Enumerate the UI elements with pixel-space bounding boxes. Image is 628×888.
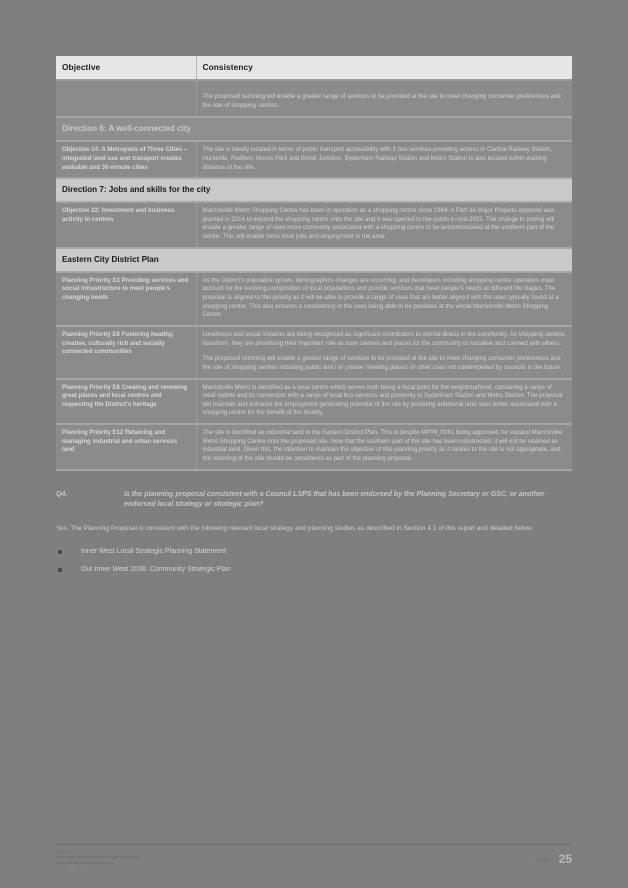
table-row bbox=[56, 272, 572, 326]
square-bullet-icon bbox=[58, 568, 62, 572]
table-row bbox=[56, 379, 572, 425]
paragraph: The proposed rezoning will enable a greater range of services to be provided at the site to meet changing consumer preferences and the role of shopping centres including public and / or private 'meeting places' or other uses not contemplated by councils in the future. bbox=[202, 355, 562, 371]
table-row bbox=[56, 141, 572, 178]
cell-consistency bbox=[196, 141, 572, 178]
table-row bbox=[56, 424, 572, 470]
question-block bbox=[56, 490, 572, 511]
cell-objective: Objective 22: Investment and business activity in centres bbox=[56, 202, 196, 248]
column-header-objective: Objective bbox=[56, 56, 196, 80]
list-item bbox=[56, 547, 572, 557]
square-bullet-icon bbox=[58, 550, 62, 554]
table-body bbox=[56, 56, 572, 470]
cell-objective: Objective 14: A Metropolis of Three Cities – integrated land use and transport creates walkable and 30-minute cities bbox=[56, 141, 196, 178]
paragraph: As the District's population grows, demographics changes are occurring, and developers including shopping centre operators must account for the evolving composition of local populations and provide services that meet people's needs at different life stages. The proposal is aligned to this priority as it will be able to provide a range of uses that are better aligned with the uses typically found at a shopping centre. This also ensures a consistency in the uses being able to be provided at the whole Marrickville Metro Shopping Centre. bbox=[202, 276, 559, 319]
footer-path-line-1: 21232 bbox=[56, 849, 66, 854]
cell-objective: Planning Priority E6 Fostering healthy, creative, culturally rich and socially connected communities bbox=[56, 326, 196, 379]
section-band-direction-7 bbox=[56, 178, 572, 202]
answer-text: Yes. The Planning Proposal is consistent with the following relevant local strategy and planning studies as described in Section 4.1 of this report and detailed below: bbox=[56, 524, 534, 532]
cell-consistency bbox=[196, 326, 572, 379]
brand-logo: mecone bbox=[534, 856, 552, 862]
consistency-table bbox=[56, 56, 572, 471]
cell-consistency: The proposed rezoning will enable a greater range of services to be provided at the site to meet changing consumer preferences and the role of shopping centres. bbox=[196, 80, 572, 117]
page-footer bbox=[56, 844, 572, 866]
paragraph: The site is ideally located in terms of public transport accessibility with 3 bus services providing access to Central Railway Station, Hurstville, Redfern, Moore Park and Bondi Junction. Sydenham Railway Station and Metro Station is also located within walking distance of the site. bbox=[202, 146, 553, 171]
footer-path-line-3: 2021_planning proposal report.docx bbox=[56, 860, 114, 865]
footer-right-group bbox=[534, 852, 572, 866]
cell-consistency bbox=[196, 202, 572, 248]
list-item bbox=[56, 565, 572, 575]
table-header-row bbox=[56, 56, 572, 80]
cell-objective bbox=[56, 80, 196, 117]
footer-file-path bbox=[56, 850, 140, 866]
section-band-label: Direction 7: Jobs and skills for the city bbox=[56, 178, 572, 202]
section-band-eastern-city-district-plan bbox=[56, 248, 572, 272]
section-band-label: Direction 6: A well-connected city bbox=[56, 117, 572, 141]
table-row bbox=[56, 80, 572, 117]
cell-objective: Planning Priority E6 Creating and renewing great places and local centres and respecting the District's heritage bbox=[56, 379, 196, 425]
cell-objective: Planning Priority E3 Providing services and social infrastructure to meet people's changing needs bbox=[56, 272, 196, 326]
column-header-consistency: Consistency bbox=[196, 56, 572, 80]
table-row bbox=[56, 202, 572, 248]
paragraph: Marrickville Metro is identified as a local centre which serves both being a focal point for the neighbourhood, containing a range of retail outlets and its connection with a range of local bus services and proximity to Sydenham Station and Metro Station. The proposal will maintain and enhance the employment generating potential of the site by providing additional land uses better associated with a shopping centre for the benefit of the locality. bbox=[202, 383, 563, 417]
table-row bbox=[56, 326, 572, 379]
paragraph: Loneliness and social isolation are being recognised as significant contributors to mental illness in the community. As shopping centres transform, they are prioritising their important role as town centres and places for the community to socialise and connect with others. bbox=[202, 330, 565, 347]
list-item-label: Inner West Local Strategic Planning Statement bbox=[81, 547, 227, 555]
paragraph: The site is identified as industrial land in the Eastern District Plan. This is despite MP09_0161 being approved, for expand Marrickville Metro Shopping Centre onto the proposed site. Now that the southern part of the site has been constructed, it will not be retained as industrial land. Given this, the intention to maintain the objective of this planning priority as it relates to the site is not appropriate, and the rezoning of the site should be considered as part of the planning proposal. bbox=[202, 429, 563, 463]
page-content bbox=[56, 56, 572, 584]
footer-path-line-2: marrickville metro shopping centre planning proposal bbox=[56, 855, 141, 860]
cell-consistency bbox=[196, 379, 572, 425]
page-number: 25 bbox=[558, 852, 572, 866]
section-band-direction-6 bbox=[56, 117, 572, 141]
section-band-label: Eastern City District Plan bbox=[56, 248, 572, 272]
cell-objective: Planning Priority E12 Retaining and managing industrial and urban services land bbox=[56, 424, 196, 470]
list-item-label: Our Inner West 2036: Community Strategic Plan bbox=[81, 566, 231, 574]
question-text: Is the planning proposal consistent with a Council LSPS that has been endorsed by the Planning Secretary or GSC, or another endorsed local strategy or strategic plan? bbox=[124, 490, 545, 509]
cell-consistency bbox=[196, 424, 572, 470]
strategy-list bbox=[56, 547, 572, 576]
cell-consistency bbox=[196, 272, 572, 326]
question-number: Q4. bbox=[56, 490, 68, 498]
paragraph: Marrickville Metro Shopping Centre has been in operation as a shopping centre since 1984. A Part 3A Major Projects Approval was granted in 2014 to expand the shopping centre onto the site and it was opened to the public in mid-2021. The change in zoning will enable a greater range of uses more commonly associated with a shopping centre to be accommodated at the southern part of the centre. This will enable more local jobs and employment in the area. bbox=[202, 207, 555, 241]
